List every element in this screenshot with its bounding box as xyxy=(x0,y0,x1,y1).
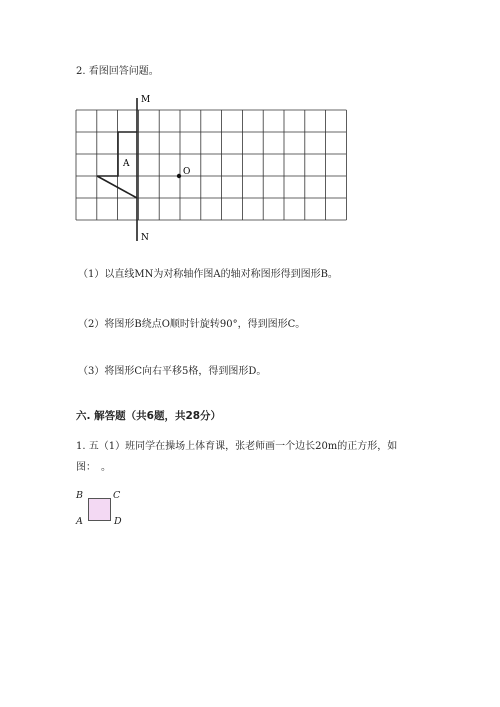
question-2-item-1: （1）以直线MN为对称轴作图A的轴对称图形得到图形B。 xyxy=(78,269,338,280)
label-a: A xyxy=(123,159,130,169)
label-n: N xyxy=(141,233,149,243)
square-label-c: C xyxy=(113,490,121,501)
question-2-title: 2. 看图回答问题。 xyxy=(76,66,159,77)
figure-a xyxy=(97,132,137,198)
square-label-a: A xyxy=(76,516,83,527)
point-o xyxy=(177,174,181,178)
label-m: M xyxy=(141,95,151,105)
question-1-line-1: 1. 五（1）班同学在操场上体育课，张老师画一个边长20m的正方形，如 xyxy=(76,441,398,452)
grid-lines xyxy=(76,110,346,220)
question-2-item-2: （2）将图形B绕点O顺时针旋转90°，得到图形C。 xyxy=(78,319,306,330)
section-6-heading: 六. 解答题（共6题，共28分） xyxy=(76,410,222,422)
question-2-item-3: （3）将图形C向右平移5格，得到图形D。 xyxy=(78,366,267,377)
square-label-d: D xyxy=(114,516,122,527)
grid-figure xyxy=(0,0,500,260)
label-o: O xyxy=(183,167,191,177)
square-label-b: B xyxy=(76,490,83,501)
square-figure xyxy=(88,498,111,521)
question-1-line-2: 图： 。 xyxy=(76,462,111,473)
